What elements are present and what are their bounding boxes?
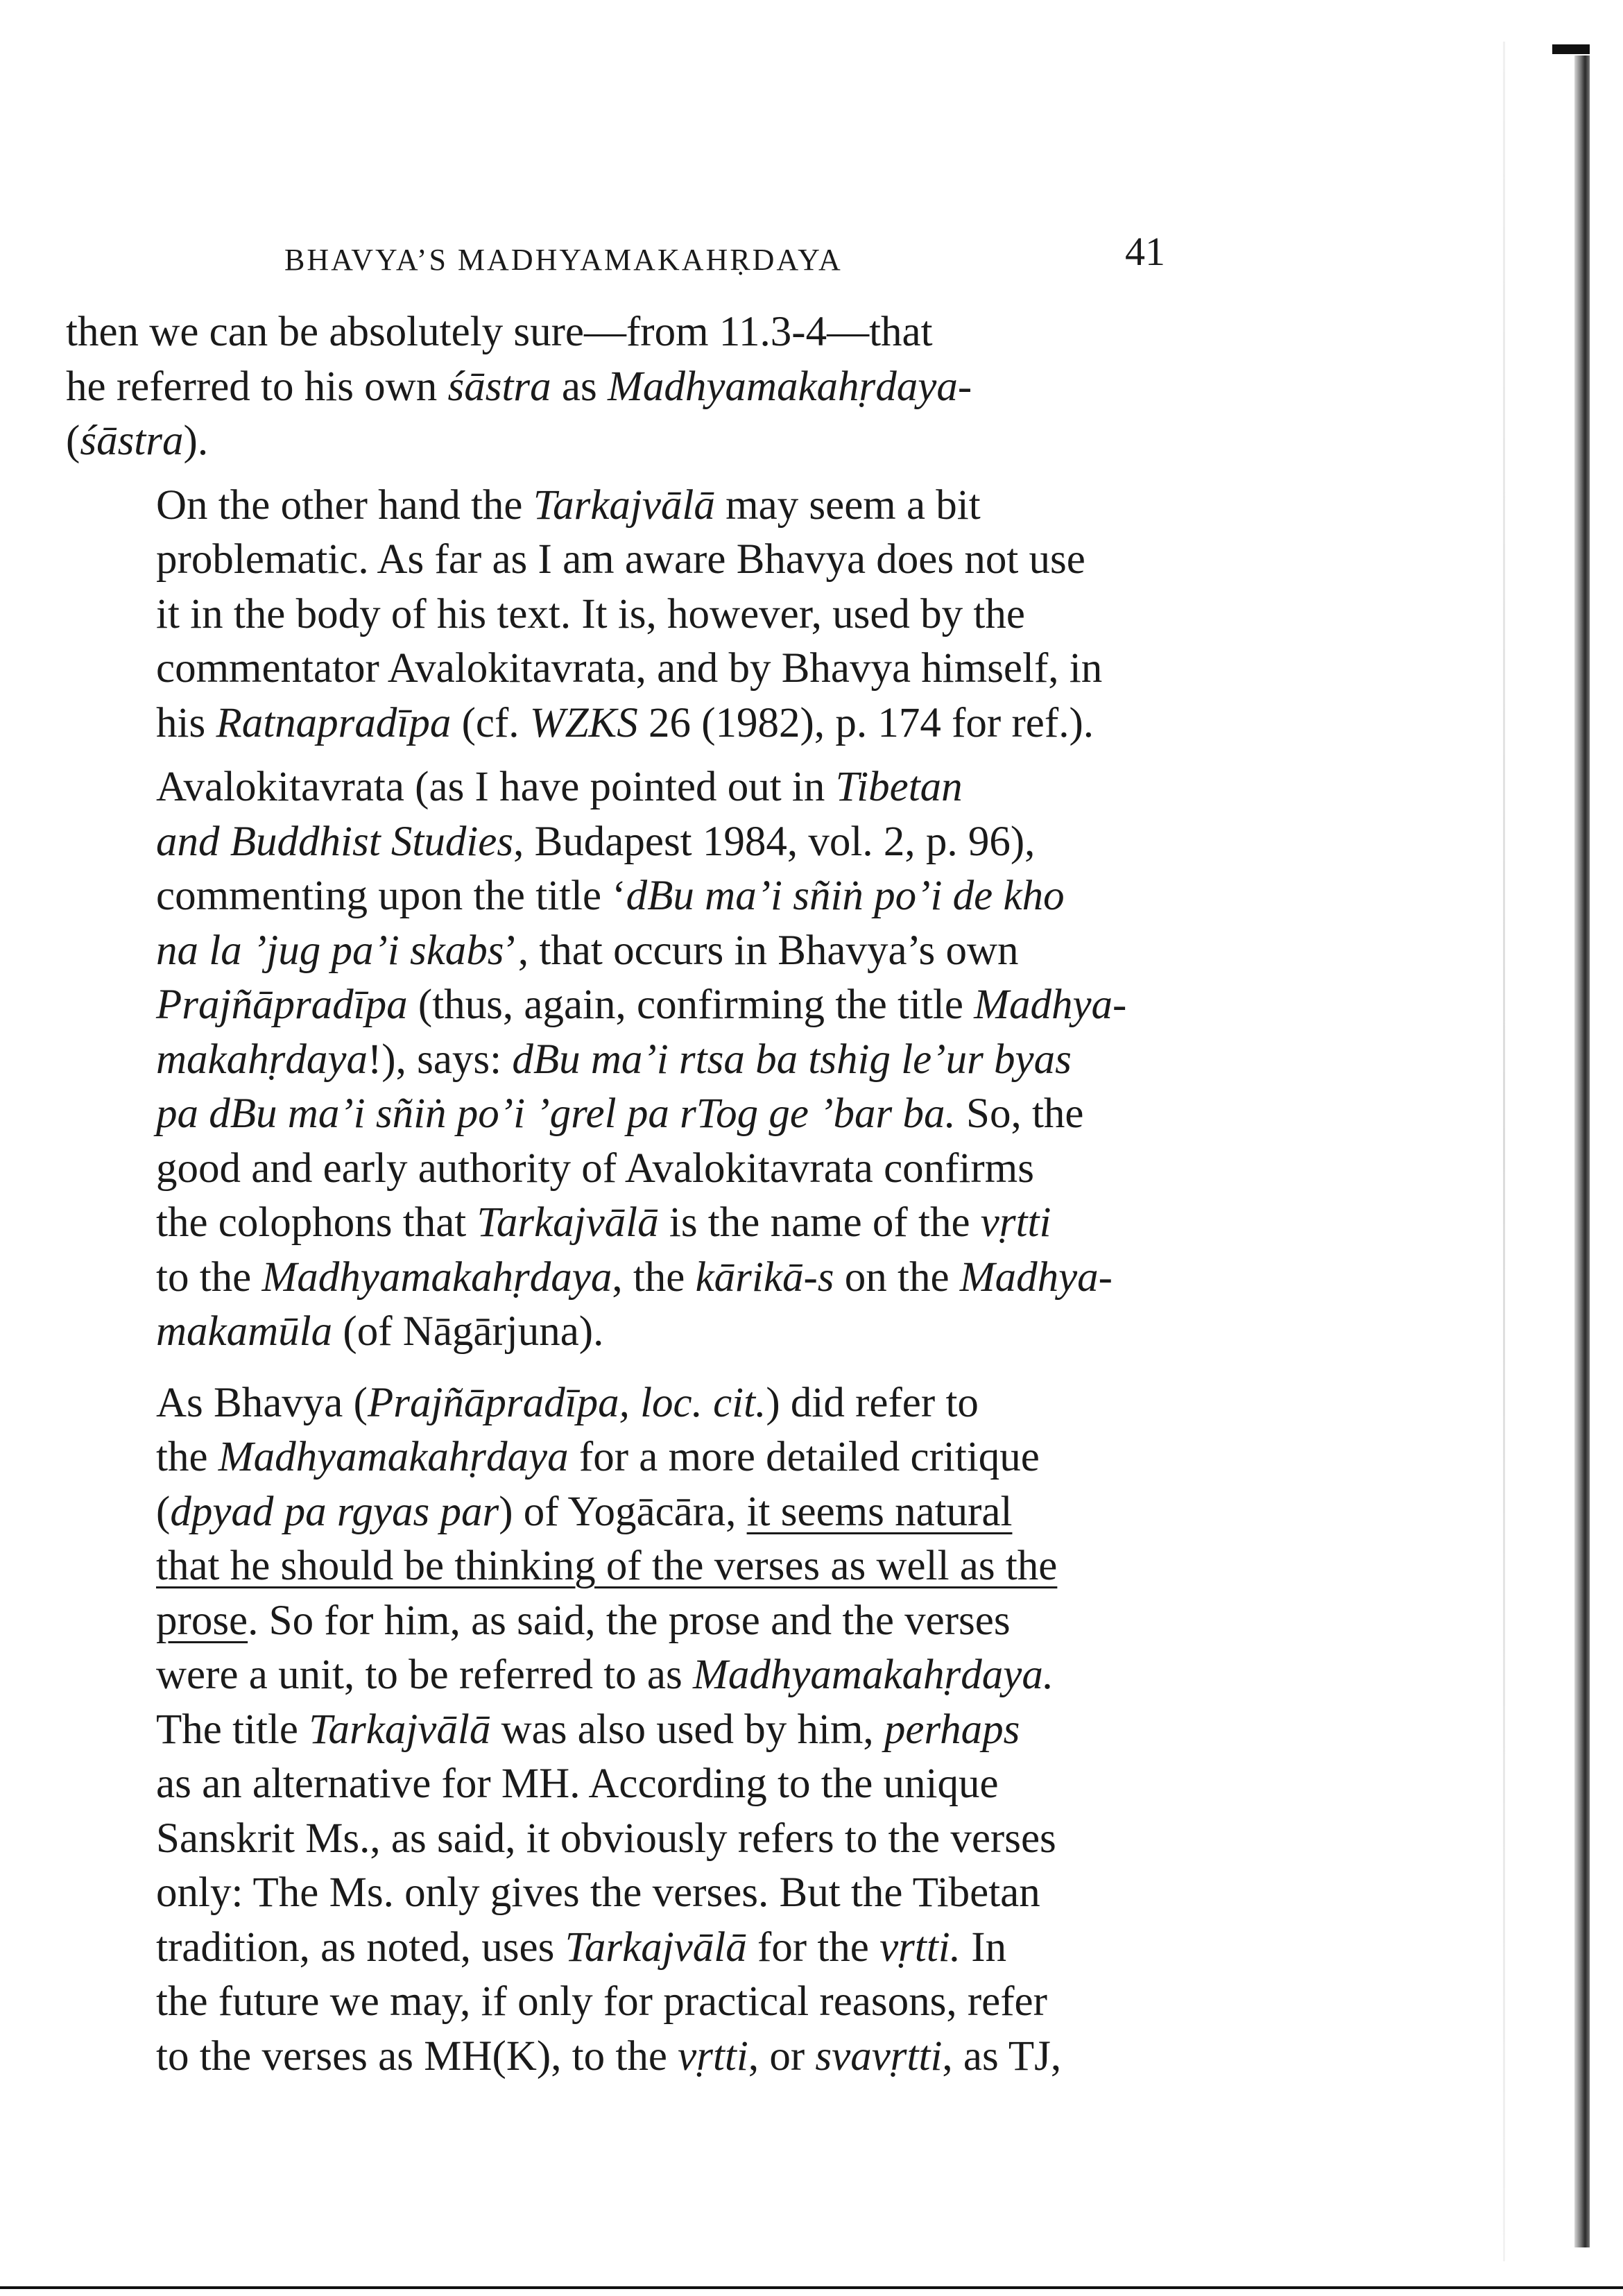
text-run: commenting upon the title ‘ [156,873,626,919]
italic-text: Tarkajvālā [476,1199,659,1246]
bottom-edge [0,2286,1623,2289]
italic-text: Madhya- [959,1253,1113,1301]
text-line [66,696,1203,751]
text-line [66,1539,1203,1594]
text-line [66,1594,1203,1649]
text-line [66,1087,1203,1142]
italic-text: Madhyamakahṛdaya. [693,1652,1054,1698]
text-run: the future we may, if only for practical reasons, refer [156,1978,1047,2025]
text-run: for a more detailed critique [568,1434,1040,1480]
paragraph-4 [66,1376,1203,2084]
italic-text: WZKS [529,699,638,746]
italic-text: Madhyamakahṛdaya [261,1253,612,1301]
italic-text: Madhya- [974,982,1127,1028]
italic-text: śāstra [447,363,551,410]
text-run: On the other hand the [156,481,533,529]
running-head: BHAVYA’S MADHYAMAKAHṚDAYA [284,243,843,277]
text-run: problematic. As far as I am aware Bhavya does not use [156,536,1085,583]
text-line [66,1485,1203,1540]
italic-text: kārikā-s [695,1253,834,1301]
text-line [66,1196,1203,1251]
text-run: , as TJ, [942,2032,1062,2080]
text-line [66,1033,1203,1088]
text-line [66,479,1203,533]
underlined-text: it seems natural [746,1488,1013,1535]
underlined-text: that he should be thinking of the verses as well as the [156,1543,1058,1589]
text-run: good and early authority of Avalokitavrata confirms [156,1145,1034,1192]
text-run: . So for him, as said, the prose and the verses [248,1597,1011,1644]
italic-text: Tibetan [835,764,963,810]
text-line [66,1251,1203,1305]
text-run: 26 (1982), p. 174 for ref.). [637,699,1094,746]
text-run: he referred to his own [66,363,448,410]
italic-text: makamūla [156,1308,333,1355]
text-run: ’, that occurs in Bhavya’s own [504,927,1019,974]
text-run: !), says: [367,1036,513,1083]
italic-text: Tarkajvālā [533,481,715,529]
body-text [66,305,1203,2084]
italic-text: dBu ma’i rtsa ba tshig le’ur byas [512,1036,1072,1083]
text-run: was also used by him, [490,1706,884,1753]
text-run: In [961,1924,1007,1971]
italic-text: Prajñāpradīpa, loc. cit. [367,1379,766,1426]
italic-text: makahṛdaya [156,1036,368,1083]
text-line [66,305,1203,360]
text-run: it in the body of his text. It is, however, used by the [156,590,1025,637]
text-run: tradition, as noted, uses [156,1924,565,1971]
text-run: were a unit, to be referred to as [156,1652,693,1698]
italic-text: dpyad pa rgyas par [170,1488,499,1535]
text-run: The title [156,1706,309,1753]
text-line [66,1305,1203,1360]
italic-text: vṛtti. [879,1924,961,1971]
text-run: ) did refer to [766,1379,979,1426]
italic-text: Prajñāpradīpa [156,982,408,1028]
italic-text: vṛtti [678,2032,748,2080]
italic-text: śāstra [80,418,184,464]
text-run: his [156,699,216,746]
text-line [66,1703,1203,1758]
text-run: (thus, again, confirming the title [407,982,974,1028]
text-run: ( [66,418,80,464]
underlined-text: prose [156,1597,248,1644]
text-line [66,924,1203,979]
text-line [66,1975,1203,2030]
text-run: Avalokitavrata (as I have pointed out in [156,764,836,810]
paragraph-3 [66,760,1203,1360]
text-run: may seem a bit [714,481,981,529]
text-run: as [551,363,608,410]
text-run: only: The Ms. only gives the verses. But the Tibetan [156,1869,1040,1916]
text-line [66,1812,1203,1867]
italic-text: na la ’jug pa’i skabs [156,927,504,974]
text-run: as an alternative for MH. According to the unique [156,1760,999,1807]
text-line [66,2030,1203,2084]
italic-text: Tarkajvālā [565,1924,747,1971]
italic-text: and Buddhist Studies [156,818,514,865]
text-run: As Bhavya ( [156,1379,368,1426]
text-line [66,414,1203,469]
text-line [66,642,1203,696]
text-line [66,1376,1203,1431]
italic-text: svavṛtti [815,2032,943,2080]
text-run: the colophons that [156,1199,477,1246]
text-run: ) of Yogācāra, [499,1488,747,1535]
text-run: on the [834,1253,960,1301]
text-run: So, the [955,1090,1084,1137]
text-line [66,533,1203,588]
text-line [66,760,1203,815]
text-run: is the name of the [658,1199,981,1246]
italic-text: vṛtti [980,1199,1051,1246]
text-run: to the [156,1253,262,1301]
page-number: 41 [1125,229,1165,274]
text-run: (cf. [451,699,530,746]
text-run: then we can be absolutely sure—from 11.3-4—that [66,309,933,355]
text-run: commentator Avalokitavrata, and by Bhavya himself, in [156,645,1103,692]
page-gutter-shadow [1503,42,1505,2261]
text-line [66,360,1203,415]
text-line [66,869,1203,924]
italic-text: dBu ma’i sñiṅ po’i de kho [626,873,1065,919]
text-run: (of Nāgārjuna). [332,1308,604,1355]
text-line [66,1142,1203,1197]
text-run: to the verses as MH(K), to the [156,2032,678,2080]
text-run: ). [183,418,209,464]
binding-edge [1574,55,1590,2247]
paragraph-2 [66,479,1203,751]
text-line [66,815,1203,870]
text-line [66,588,1203,642]
text-run: , the [612,1253,696,1301]
text-line [66,1757,1203,1812]
italic-text: Madhyamakahṛdaya [218,1434,569,1480]
page-header [284,222,1207,277]
text-run: , Budapest 1984, vol. 2, p. 96), [513,818,1036,865]
text-run: Sanskrit Ms., as said, it obviously refers to the verses [156,1815,1056,1862]
text-run: the [156,1434,218,1480]
text-line [66,1921,1203,1976]
italic-text: Tarkajvālā [309,1706,491,1753]
text-line [66,1648,1203,1703]
italic-text: Madhyamakahṛdaya- [608,363,972,410]
text-line [66,978,1203,1033]
paragraph-1 [66,305,1203,469]
text-run: ( [156,1488,171,1535]
text-line [66,1866,1203,1921]
text-run: , or [748,2032,816,2080]
italic-text: Ratnapradīpa [216,699,452,746]
text-line [66,1430,1203,1485]
italic-text: perhaps [884,1706,1020,1753]
binding-edge-hook [1552,44,1590,54]
text-run: for the [746,1924,880,1971]
italic-text: pa dBu ma’i sñiṅ po’i ’grel pa rTog ge ’bar ba. [156,1090,956,1137]
